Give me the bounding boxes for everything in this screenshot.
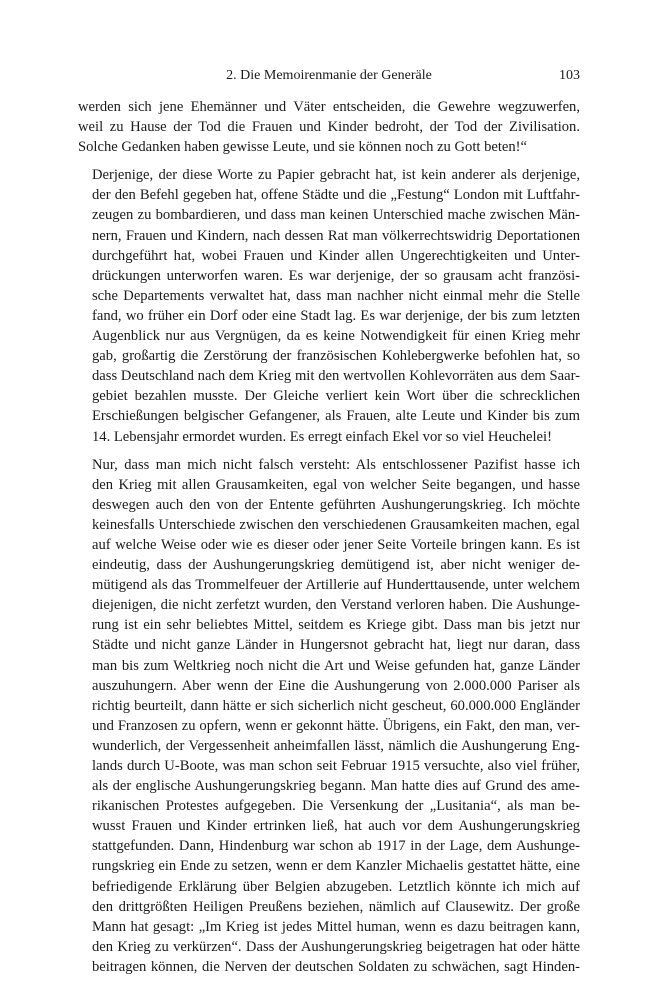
text-line: Solche Gedanken haben gewisse Leute, und sie können noch zu Gott beten!“ — [78, 139, 528, 156]
text-line: den Krieg mit allen Grausamkeiten, egal von welcher Seite begangen, und hasse — [92, 476, 580, 493]
text-line: 14. Lebensjahr ermordet wurden. Es erregt einfach Ekel vor so viel Heuchelei! — [92, 428, 552, 445]
paragraph — [78, 165, 580, 446]
text-line: fand, wo früher ein Dorf oder eine Stadt lag. Es war derjenige, der bis zum letzten — [92, 307, 580, 324]
text-line: Derjenige, der diese Worte zu Papier gebracht hat, ist kein anderer als derjenige, — [92, 167, 580, 184]
text-line: rikanischen Protestes aufgegeben. Die Versenkung der „Lusitania“, als man be- — [92, 798, 580, 815]
running-head — [78, 66, 580, 86]
text-line: durchgeführt hat, wobei Frauen und Kinder allen Ungerechtigkeiten und Unter- — [92, 247, 580, 264]
text-line: dass Deutschland nach dem Krieg mit den wertvollen Kohlevorräten aus dem Saar- — [92, 368, 580, 385]
text-line: gebiet bezahlen musste. Der Gleiche verliert kein Wort über die schrecklichen — [92, 388, 580, 405]
text-line: Nur, dass man mich nicht falsch versteht: Als entschlossener Pazifist hasse ich — [92, 456, 580, 473]
text-line: drückungen unterworfen waren. Es war derjenige, der so grausam acht französi- — [92, 267, 580, 284]
text-line: werden sich jene Ehemänner und Väter entscheiden, die Gewehre wegzuwerfen, — [78, 99, 580, 115]
text-line: der den Befehl gegeben hat, offene Städte und die „Festung“ London mit Luftfahr- — [92, 187, 580, 204]
text-line: rungskrieg ein Ende zu setzen, wenn er dem Kanzler Michaelis gestattet hätte, eine — [92, 858, 580, 875]
text-line: rung ist ein sehr beliebtes Mittel, seitdem es Kriege gibt. Dass man bis jetzt nur — [92, 617, 580, 634]
body-text — [78, 97, 580, 985]
text-line: richtig beurteilt, dann hätte er sich sicherlich nicht gescheut, 60.000.000 Engländer — [92, 697, 580, 714]
text-line: zeugen zu bombardieren, und dass man keinen Unterschied mache zwischen Män- — [92, 207, 580, 224]
text-line: wusst Frauen und Kinder ertrinken ließ, hat auch vor dem Aushungerungskrieg — [92, 818, 580, 835]
text-line: lands durch U-Boote, was man schon seit Februar 1915 versuchte, also viel früher, — [92, 758, 580, 774]
text-line: als der englische Aushungerungskrieg begann. Man hatte dies auf Grund des ame- — [92, 778, 580, 795]
text-line: weil zu Hause der Tod die Frauen und Kinder bedroht, der Tod der Zivilisation. — [78, 119, 580, 136]
text-line: diejenigen, die nicht zerfetzt wurden, den Verstand verloren haben. Die Aushunge- — [92, 597, 580, 614]
page-number: 103 — [559, 68, 580, 83]
text-line: keinesfalls Unterschiede zwischen den verschiedenen Grausamkeiten machen, egal — [92, 516, 580, 533]
text-line: Augenblick nur aus Vergnügen, da es keine Notwendigkeit für einen Krieg mehr — [92, 328, 580, 345]
text-line: stattgefunden. Dann, Hindenburg war schon ab 1917 in der Lage, dem Aushunge- — [92, 838, 580, 855]
text-line: deswegen auch den von der Entente geführten Aushungerungskrieg. Ich möchte — [92, 496, 580, 513]
text-line: sche Departements verwaltet hat, dass man nachher nicht einmal mehr die Stelle — [92, 287, 580, 304]
text-line: auf welche Weise oder wie es dieser oder jener Seite Vorteile bringen kann. Es ist — [92, 536, 580, 553]
paragraph — [78, 97, 580, 157]
paragraph — [78, 455, 580, 977]
text-line: Erschießungen belgischer Gefangener, als Frauen, alte Leute und Kinder bis zum — [92, 408, 580, 425]
text-line: und Franzosen zu opfern, wenn er gekonnt hätte. Übrigens, ein Fakt, den man, ver- — [92, 717, 580, 734]
text-line: Mann hat gesagt: „Im Krieg ist jedes Mittel human, wenn es dazu beitragen kann, — [92, 918, 580, 935]
text-line: eindeutig, dass der Aushungerungskrieg demütigend ist, aber nicht weniger de- — [92, 557, 580, 574]
text-line: auszuhungern. Aber wenn der Eine die Aushungerung von 2.000.000 Pariser als — [92, 677, 580, 694]
text-line: den Krieg zu verkürzen“. Dass der Aushungerungskrieg beigetragen hat oder hätte — [92, 938, 580, 955]
text-line: man bis zum Weltkrieg noch nicht die Art und Weise gefunden hat, ganze Länder — [92, 657, 580, 674]
text-line: beitragen können, die Nerven der deutschen Soldaten zu schwächen, sagt Hinden- — [92, 958, 580, 975]
text-line: befriedigende Erklärung über Belgien abzugeben. Letztlich könnte ich mich auf — [92, 878, 580, 895]
text-line: gab, großartig die Zerstörung der französischen Kohlebergwerke befohlen hat, so — [92, 348, 580, 365]
text-line: mütigend als das Trommelfeuer der Artillerie auf Hunderttausende, unter welchem — [92, 577, 580, 594]
running-title: 2. Die Memoirenmanie der Generäle — [226, 68, 432, 83]
text-line: Städte und nicht ganze Länder in Hungersnot gebracht hat, liegt nur daran, dass — [92, 637, 580, 654]
text-line: nern, Frauen und Kindern, nach dessen Rat man völkerrechtswidrig Deportationen — [92, 227, 580, 244]
text-line: den drittgrößten Heiligen Preußens beziehen, nämlich auf Clausewitz. Der große — [92, 898, 580, 915]
text-line: wunderlich, der Vergessenheit anheimfallen lässt, nämlich die Aushungerung Eng- — [92, 737, 580, 754]
